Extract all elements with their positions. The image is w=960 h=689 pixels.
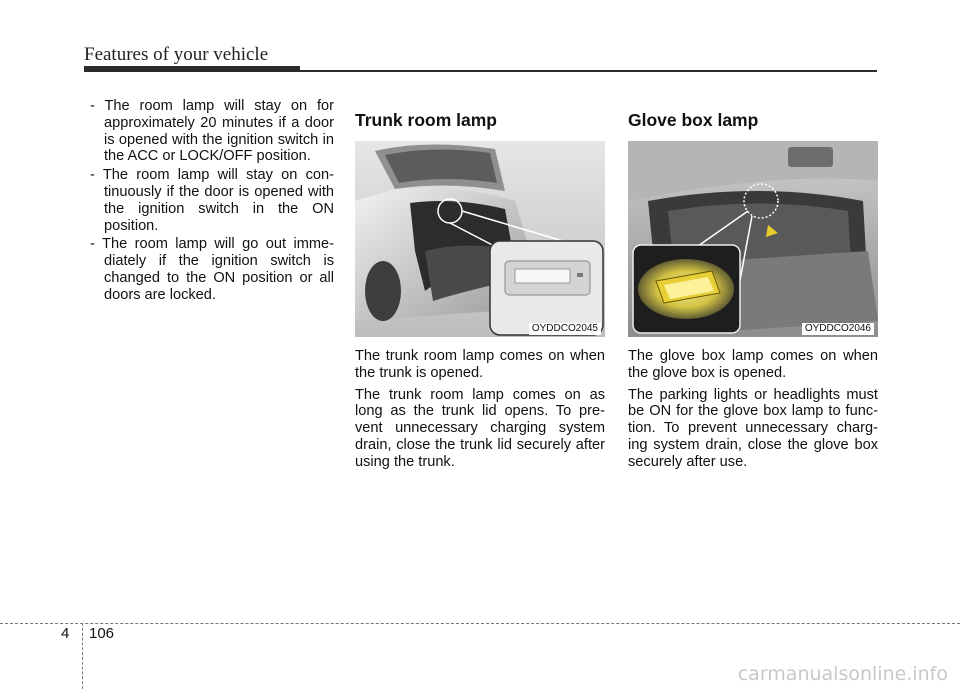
watermark: carmanualsonline.info [737, 663, 948, 685]
footer-divider [82, 623, 83, 689]
glove-box-lamp-illustration [628, 141, 878, 337]
note-bullet: - The room lamp will go out imme- diately if the ignition switch is changed to the ON position or all doors are locked. [90, 236, 334, 303]
section-heading: Glove box lamp [628, 110, 759, 130]
chapter-number: 4 [61, 625, 70, 642]
figure-code: OYDDCO2046 [802, 323, 874, 335]
glove-box-illustration-graphic [628, 141, 878, 337]
trunk-illustration-graphic [355, 141, 605, 337]
body-paragraph: The trunk room lamp comes on when the trunk is opened. [355, 348, 605, 381]
body-paragraph: The parking lights or headlights must be ON for the glove box lamp to func- tion. To prevent unnecessary charg- ing system drain, close the glove box securely after use. [628, 386, 878, 470]
glove-box-lamp-section [628, 110, 878, 476]
page-number: 106 [89, 625, 115, 642]
body-paragraph: The trunk room lamp comes on as long as the trunk lid opens. To pre- vent unnecessary charging system drain, close the trunk lid securely after using the trunk. [355, 386, 605, 470]
section-heading: Trunk room lamp [355, 110, 497, 130]
note-bullet: - The room lamp will stay on con- tinuously if the door is opened with the ignition switch in the ON position. [90, 167, 334, 234]
trunk-room-lamp-section [355, 110, 605, 476]
body-paragraph: The glove box lamp comes on when the glove box is opened. [628, 348, 878, 381]
figure-code: OYDDCO2045 [529, 323, 601, 335]
note-bullet: - The room lamp will stay on for approximately 20 minutes if a door is opened with the ignition switch in the ACC or LOCK/OFF position. [90, 98, 334, 165]
room-lamp-notes [90, 98, 334, 306]
header-rule-thick [84, 66, 300, 72]
trunk-lamp-illustration [355, 141, 605, 337]
header-rule-thin [300, 70, 877, 72]
page-header-title: Features of your vehicle [84, 44, 269, 65]
footer-rule [0, 623, 960, 624]
